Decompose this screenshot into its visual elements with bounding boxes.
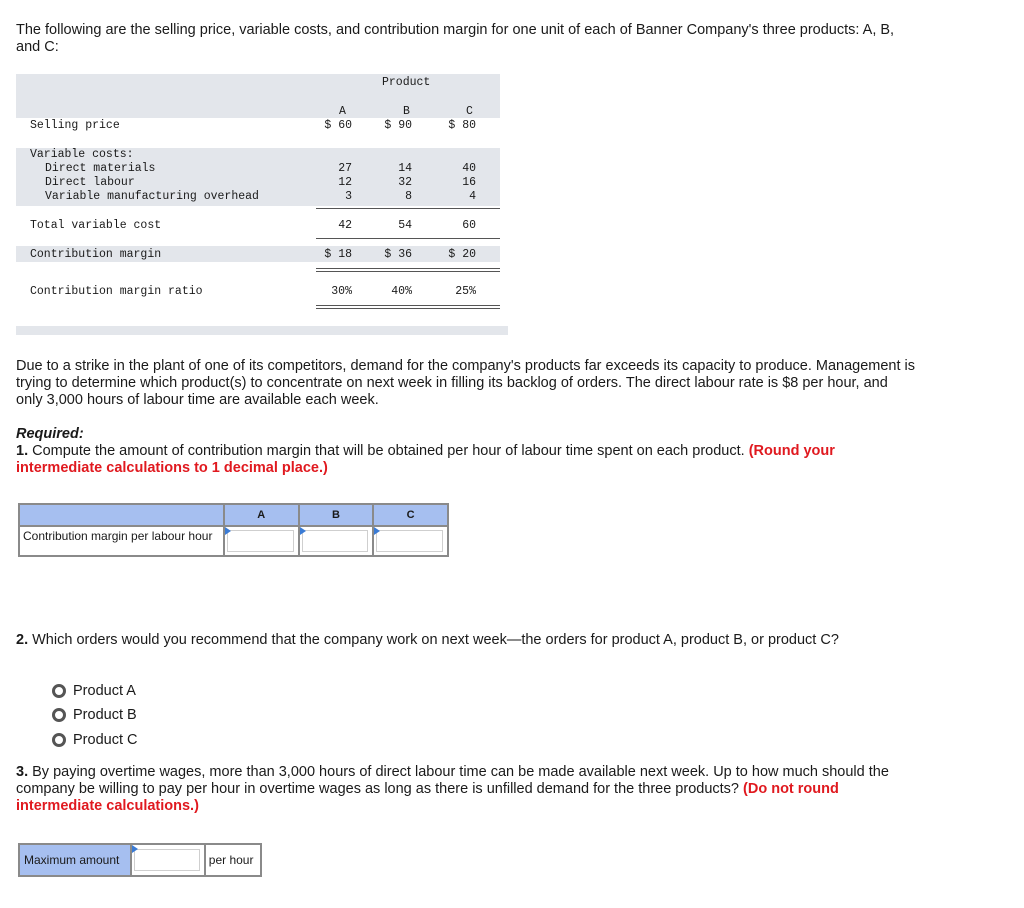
q3-rounding-note: (Do not round intermediate calculations.) [16, 781, 839, 814]
maximum-amount-label: Maximum amount [19, 844, 131, 876]
cm-ratio-label: Contribution margin ratio [30, 285, 203, 298]
total-variable-cost-c: 60 [462, 219, 476, 232]
overhead-label: Variable manufacturing overhead [45, 190, 259, 203]
cm-double-underline-1 [316, 268, 500, 269]
q1-rounding-note: (Round your intermediate calculations to 1 decimal place.) [16, 443, 835, 476]
total-underline [316, 238, 500, 239]
q3-question: By paying overtime wages, more than 3,000 hours of direct labour time can be made available next week. Up to how much should the company be willing to pay per hour in overtime wages as long as there is unfilled demand for the three products? [16, 764, 889, 797]
q1-row-label: Contribution margin per labour hour [19, 526, 224, 556]
cm-ratio-c: 25% [455, 285, 476, 298]
q1-question: Compute the amount of contribution margin that will be obtained per hour of labour time spent on each product. [32, 443, 745, 459]
q3-input-cell [131, 844, 204, 876]
q1-answer-table [18, 503, 449, 557]
q1-input-cell-a [224, 526, 299, 556]
ratio-double-underline-2 [316, 308, 500, 309]
input-marker-icon [225, 527, 231, 535]
q2-question: Which orders would you recommend that the company work on next week—the orders for product A, product B, or product C? [32, 632, 839, 648]
q1-col-c: C [373, 504, 448, 526]
product-data-table [16, 74, 508, 336]
variable-costs-label: Variable costs: [30, 148, 134, 161]
selling-price-c: $ 80 [448, 119, 476, 132]
per-hour-unit: per hour [205, 844, 261, 876]
contribution-margin-label: Contribution margin [30, 248, 162, 261]
intro-text: The following are the selling price, variable costs, and contribution margin for one unit of each of Banner Company's three products: A, B, and C: [16, 22, 895, 55]
col-a-header: A [339, 105, 346, 118]
q3-number: 3. [16, 764, 29, 780]
input-marker-icon [132, 845, 138, 853]
q2-number: 2. [16, 632, 29, 648]
q1-text [16, 443, 916, 477]
q2-option-b[interactable] [52, 707, 137, 723]
direct-labour-a: 12 [338, 176, 352, 189]
subtotal-underline [316, 208, 500, 209]
direct-labour-c: 16 [462, 176, 476, 189]
q1-input-b[interactable] [302, 530, 369, 552]
col-c-header: C [466, 105, 473, 118]
q2-option-a[interactable] [52, 683, 136, 699]
total-variable-cost-b: 54 [398, 219, 412, 232]
q1-input-a[interactable] [227, 530, 294, 552]
q1-input-cell-c [373, 526, 448, 556]
radio-button-icon[interactable] [52, 708, 66, 722]
q2-option-a-label: Product A [73, 683, 136, 699]
overhead-b: 8 [405, 190, 412, 203]
overhead-c: 4 [469, 190, 476, 203]
direct-materials-c: 40 [462, 162, 476, 175]
input-marker-icon [374, 527, 380, 535]
direct-labour-b: 32 [398, 176, 412, 189]
q1-col-b: B [299, 504, 374, 526]
q1-number: 1. [16, 443, 29, 459]
radio-button-icon[interactable] [52, 733, 66, 747]
selling-price-b: $ 90 [384, 119, 412, 132]
col-b-header: B [403, 105, 410, 118]
selling-price-label: Selling price [30, 119, 120, 132]
contribution-margin-b: $ 36 [384, 248, 412, 261]
contribution-margin-a: $ 18 [324, 248, 352, 261]
q2-text [16, 632, 916, 649]
direct-materials-b: 14 [398, 162, 412, 175]
cm-double-underline-2 [316, 271, 500, 272]
radio-button-icon[interactable] [52, 684, 66, 698]
maximum-amount-input[interactable] [134, 849, 199, 871]
selling-price-a: $ 60 [324, 119, 352, 132]
q1-input-c[interactable] [376, 530, 443, 552]
input-marker-icon [300, 527, 306, 535]
scenario-text: Due to a strike in the plant of one of its competitors, demand for the company's products far exceeds its capacity to produce. Management is trying to determine which product(s) to concentrate on next week in filling its backlog of orders. The direct labour rate is $8 per hour, and only 3,000 hours of labour time are available each week. [16, 358, 916, 408]
overhead-a: 3 [345, 190, 352, 203]
ratio-double-underline-1 [316, 305, 500, 306]
total-variable-cost-label: Total variable cost [30, 219, 162, 232]
total-variable-cost-a: 42 [338, 219, 352, 232]
direct-materials-a: 27 [338, 162, 352, 175]
q3-text [16, 764, 916, 815]
direct-materials-label: Direct materials [45, 162, 156, 175]
q1-header-blank [19, 504, 224, 526]
cm-ratio-b: 40% [391, 285, 412, 298]
cm-ratio-a: 30% [331, 285, 352, 298]
q2-option-b-label: Product B [73, 707, 137, 723]
q3-answer-table [18, 843, 262, 877]
bottom-band [16, 326, 508, 335]
q1-input-cell-b [299, 526, 374, 556]
required-label: Required: [16, 426, 84, 442]
q1-col-a: A [224, 504, 299, 526]
q2-option-c-label: Product C [73, 732, 138, 748]
product-header: Product [382, 76, 431, 89]
q2-option-c[interactable] [52, 732, 137, 748]
direct-labour-label: Direct labour [45, 176, 135, 189]
contribution-margin-c: $ 20 [448, 248, 476, 261]
